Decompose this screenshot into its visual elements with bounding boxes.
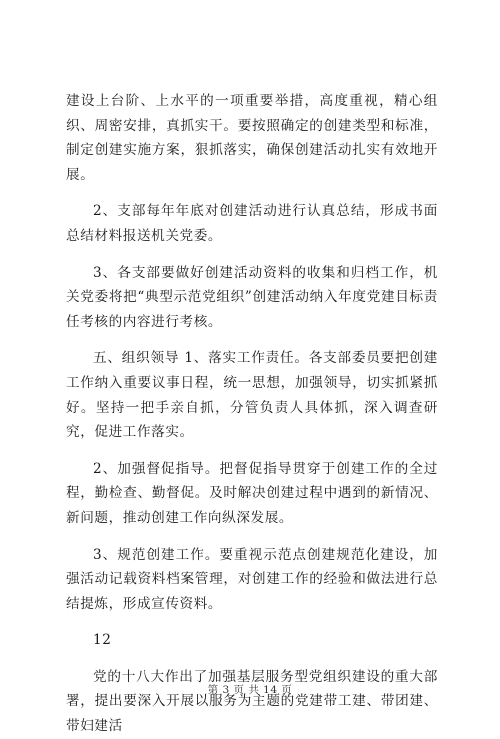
- paragraph-number: 12: [93, 632, 112, 649]
- paragraph-archive: 3、各支部要做好创建活动资料的收集和归档工作，机关党委将把“典型示范党组织”创建活动纳入年度党建目标责任考核的内容进行考核。: [66, 264, 438, 330]
- page-footer: [0, 682, 500, 697]
- paragraph-standardize: 3、规范创建工作。要重视示范点创建规范化建设，加强活动记载资料档案管理，对创建工作的经验和做法进行总结提炼，形成宣传资料。: [66, 546, 438, 612]
- paragraph-continuation: 建设上台阶、上水平的一项重要举措，高度重视，精心组织、周密安排，真抓实干。要按照确定的创建类型和标准，制定创建实施方案，狠抓落实，确保创建活动扎实有效地开展。: [66, 93, 438, 183]
- document-body: [66, 89, 438, 739]
- paragraph-supervision: 2、加强督促指导。把督促指导贯穿于创建工作的全过程，勤检查、勤督促。及时解决创建过程中遇到的新情况、新问题，推动创建工作向纵深发展。: [66, 460, 438, 526]
- paragraph-eighteenth-congress: 党的十八大作出了加强基层服务型党组织建设的重大部署，提出要深入开展以服务为主题的党建带工建、带团建、带妇建活: [66, 668, 438, 735]
- paragraph-summary: 2、支部每年年底对创建活动进行认真总结，形成书面总结材料报送机关党委。: [66, 203, 438, 244]
- page-number-label: 第 3 页 共 14 页: [207, 684, 293, 696]
- paragraph-leadership: 五、组织领导 1、落实工作责任。各支部委员要把创建工作纳入重要议事日程，统一思想，加强领导，切实抓紧抓好。坚持一把手亲自抓，分管负责人具体抓，深入调查研究，促进工作落实。: [66, 350, 438, 441]
